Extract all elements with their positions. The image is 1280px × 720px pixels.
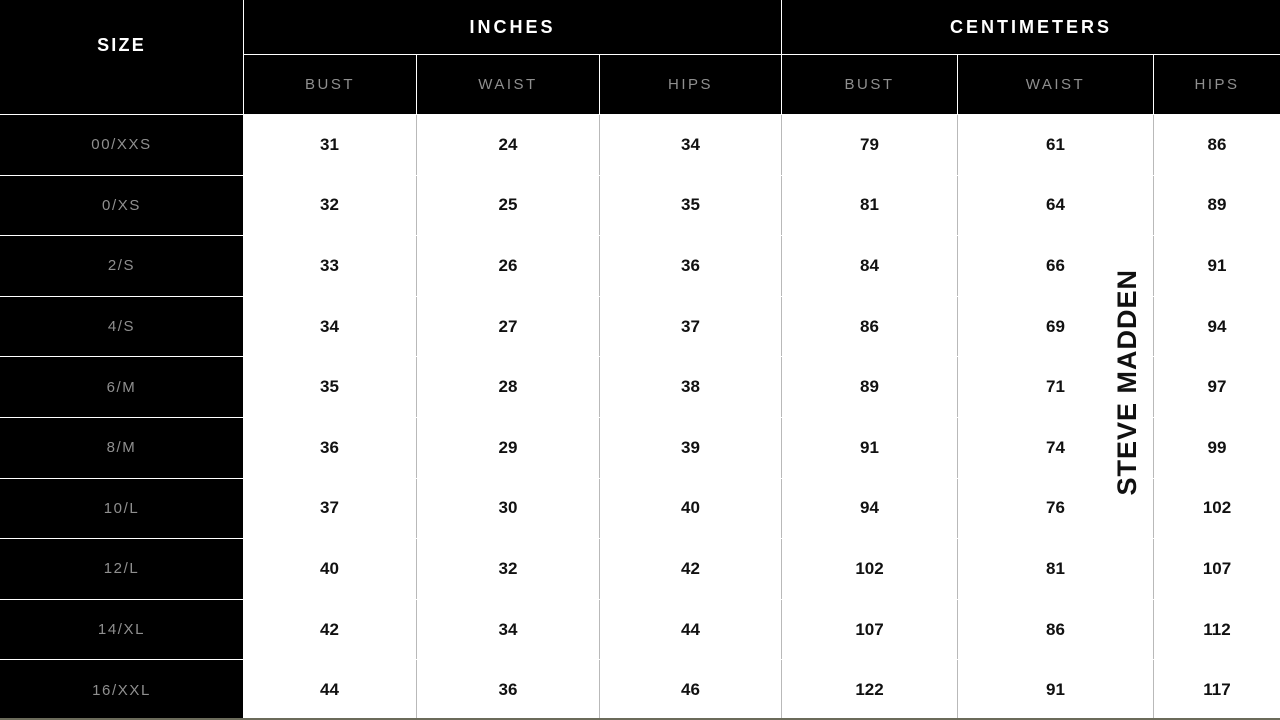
column-header-waist-cm: WAIST [957,55,1153,114]
table-cell: 81 [781,176,957,236]
table-row [0,114,1280,175]
table-cell: 35 [243,357,416,417]
table-cell: 91 [957,660,1153,720]
table-row [0,599,1280,660]
size-header-spacer [0,55,243,114]
table-cell: 91 [781,418,957,478]
table-cell: 107 [1153,539,1280,599]
table-cell: 32 [416,539,599,599]
row-size-label: 4/S [0,297,243,357]
table-cell: 30 [416,479,599,539]
table-cell: 34 [416,600,599,660]
table-cell: 40 [599,479,781,539]
table-cell: 94 [1153,297,1280,357]
table-cell: 86 [781,297,957,357]
row-size-label: 16/XXL [0,660,243,720]
table-cell: 24 [416,115,599,175]
table-cell: 28 [416,357,599,417]
column-header-bust-in: BUST [243,55,416,114]
table-cell: 36 [416,660,599,720]
table-cell: 94 [781,479,957,539]
table-row [0,659,1280,720]
row-size-label: 00/XXS [0,115,243,175]
table-cell: 33 [243,236,416,296]
table-cell: 112 [1153,600,1280,660]
table-cell: 107 [781,600,957,660]
table-cell: 117 [1153,660,1280,720]
table-cell: 46 [599,660,781,720]
table-cell: 37 [243,479,416,539]
table-cell: 71 [957,357,1153,417]
table-cell: 97 [1153,357,1280,417]
table-cell: 66 [957,236,1153,296]
table-cell: 38 [599,357,781,417]
table-row [0,538,1280,599]
table-cell: 86 [957,600,1153,660]
table-cell: 91 [1153,236,1280,296]
size-chart-title-line1: SIZE [97,34,146,55]
table-cell: 99 [1153,418,1280,478]
table-cell: 102 [781,539,957,599]
table-cell: 42 [599,539,781,599]
table-cell: 44 [599,600,781,660]
column-header-waist-in: WAIST [416,55,599,114]
table-cell: 86 [1153,115,1280,175]
table-cell: 74 [957,418,1153,478]
table-cell: 81 [957,539,1153,599]
table-cell: 69 [957,297,1153,357]
table-row [0,356,1280,417]
table-cell: 61 [957,115,1153,175]
column-header-hips-in: HIPS [599,55,781,114]
table-body [0,114,1280,720]
table-cell: 25 [416,176,599,236]
table-header-columns [0,55,1280,114]
table-cell: 89 [781,357,957,417]
table-cell: 40 [243,539,416,599]
group-header-centimeters: CENTIMETERS [781,0,1280,55]
row-size-label: 2/S [0,236,243,296]
table-row [0,478,1280,539]
table-row [0,235,1280,296]
table-cell: 39 [599,418,781,478]
table-cell: 76 [957,479,1153,539]
row-size-label: 8/M [0,418,243,478]
brand-watermark-text: STEVE MADDEN [1111,269,1142,496]
table-row [0,417,1280,478]
table-cell: 42 [243,600,416,660]
table-row [0,175,1280,236]
table-cell: 26 [416,236,599,296]
table-cell: 36 [599,236,781,296]
table-cell: 29 [416,418,599,478]
column-header-bust-cm: BUST [781,55,957,114]
row-size-label: 6/M [0,357,243,417]
group-header-inches: INCHES [243,0,781,55]
table-cell: 34 [599,115,781,175]
row-size-label: 0/XS [0,176,243,236]
table-cell: 44 [243,660,416,720]
table-header-groups [0,0,1280,55]
row-size-label: 12/L [0,539,243,599]
table-cell: 36 [243,418,416,478]
table-cell: 35 [599,176,781,236]
row-size-label: 10/L [0,479,243,539]
table-cell: 34 [243,297,416,357]
table-cell: 64 [957,176,1153,236]
table-cell: 31 [243,115,416,175]
column-header-hips-cm: HIPS [1153,55,1280,114]
row-size-label: 14/XL [0,600,243,660]
table-row [0,296,1280,357]
table-cell: 32 [243,176,416,236]
table-cell: 79 [781,115,957,175]
table-cell: 84 [781,236,957,296]
table-cell: 37 [599,297,781,357]
table-cell: 102 [1153,479,1280,539]
table-cell: 27 [416,297,599,357]
table-cell: 122 [781,660,957,720]
table-cell: 89 [1153,176,1280,236]
